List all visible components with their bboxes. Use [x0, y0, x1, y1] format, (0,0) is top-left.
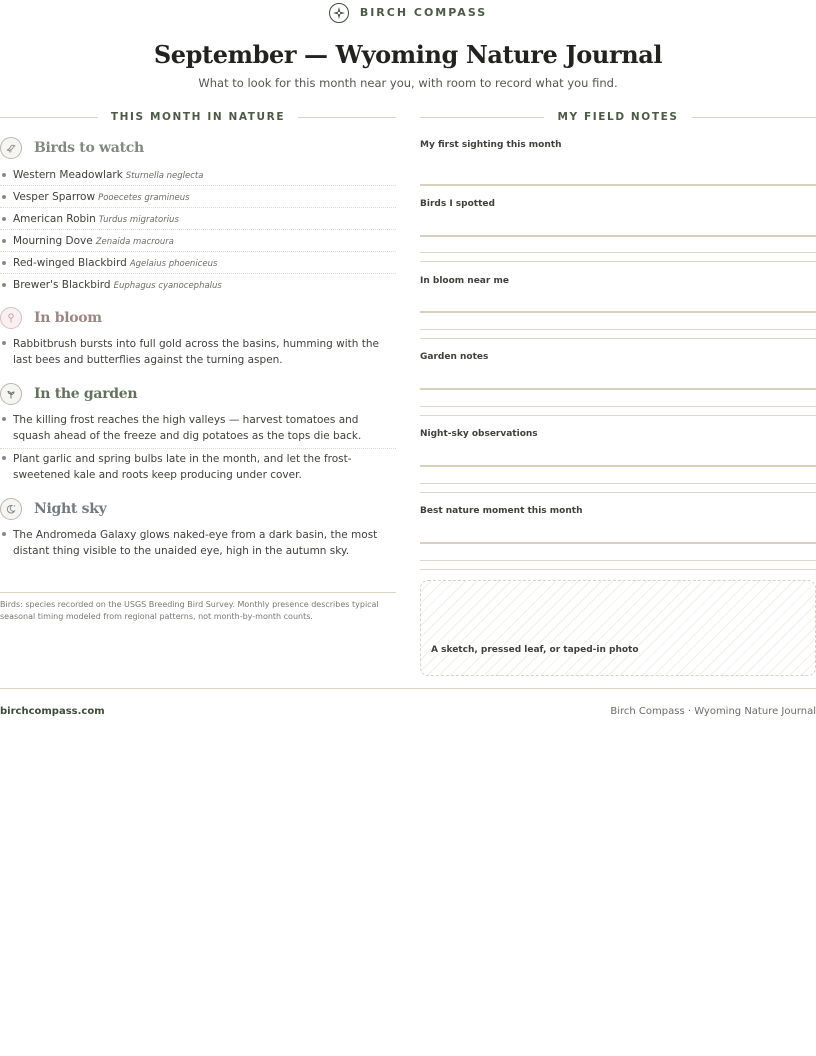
sketch-label: A sketch, pressed leaf, or taped-in photo	[431, 645, 639, 655]
brand-header	[0, 0, 816, 25]
garden-title: In the garden	[34, 386, 138, 402]
birds-title: Birds to watch	[34, 140, 144, 156]
bird-scientific-name: Sturnella neglecta	[125, 171, 204, 181]
page-subtitle: What to look for this month near you, with room to record what you find.	[198, 76, 618, 90]
field-label-night-sky: Night-sky observations	[420, 429, 538, 439]
night-header	[0, 497, 396, 521]
bird-scientific-name: Turdus migratorius	[98, 215, 179, 225]
list-item: The killing frost reaches the high valleys — harvest tomatoes and squash ahead of the freeze and dig potatoes as the tops die back.	[0, 410, 396, 449]
list-item	[0, 208, 396, 230]
night-section	[0, 497, 396, 563]
write-line-night-sky[interactable]	[420, 492, 816, 493]
field-notes-heading	[420, 110, 816, 124]
nature-column	[0, 136, 396, 573]
bloom-header	[0, 306, 396, 330]
write-line-in-bloom[interactable]	[420, 329, 816, 330]
bird-common-name: Brewer's Blackbird	[13, 279, 111, 291]
bird-scientific-name: Agelaius phoeniceus	[129, 259, 218, 269]
write-line-first-sighting[interactable]	[420, 184, 816, 186]
birds-header	[0, 136, 396, 160]
field-label-garden-notes: Garden notes	[420, 352, 489, 362]
write-line-garden-notes[interactable]	[420, 415, 816, 416]
bloom-section	[0, 306, 396, 372]
field-label-birds-spotted: Birds I spotted	[420, 199, 495, 209]
write-line-in-bloom[interactable]	[420, 338, 816, 339]
bird-common-name: Vesper Sparrow	[13, 191, 96, 203]
list-item	[0, 252, 396, 274]
page-footer	[0, 688, 816, 717]
page-title: September — Wyoming Nature Journal	[153, 40, 663, 69]
birds-list	[0, 164, 396, 296]
bird-common-name: Red-winged Blackbird	[13, 257, 127, 269]
sprout-icon	[0, 383, 22, 405]
write-line-birds-spotted[interactable]	[420, 235, 816, 237]
night-title: Night sky	[34, 501, 107, 517]
nature-section-heading	[0, 110, 396, 124]
write-line-night-sky[interactable]	[420, 483, 816, 484]
field-label-in-bloom: In bloom near me	[420, 276, 509, 286]
field-label-first-sighting: My first sighting this month	[420, 140, 562, 150]
bird-common-name: American Robin	[13, 213, 96, 225]
list-item	[0, 164, 396, 186]
heading-rule	[0, 117, 98, 118]
list-item: Plant garlic and spring bulbs late in the month, and let the frost-sweetened kale and roots keep producing under cover.	[0, 449, 396, 487]
heading-rule	[420, 117, 544, 118]
moon-stars-icon	[0, 498, 22, 520]
bird-scientific-name: Zenaida macroura	[95, 237, 174, 247]
list-item: The Andromeda Galaxy glows naked-eye from a dark basin, the most distant thing visible to the unaided eye, high in the autumn sky.	[0, 525, 396, 563]
list-item	[0, 186, 396, 208]
field-label-best-moment: Best nature moment this month	[420, 506, 583, 516]
footer-website-link[interactable]: birchcompass.com	[0, 706, 105, 717]
write-line-birds-spotted[interactable]	[420, 261, 816, 262]
write-line-night-sky[interactable]	[420, 465, 816, 467]
sketch-box[interactable]	[420, 580, 816, 676]
nature-heading-label: THIS MONTH IN NATURE	[110, 111, 286, 123]
write-line-in-bloom[interactable]	[420, 311, 816, 313]
bird-scientific-name: Pooecetes gramineus	[98, 193, 190, 203]
write-line-best-moment[interactable]	[420, 560, 816, 561]
brand-name: BIRCH COMPASS	[359, 6, 488, 19]
flower-icon	[0, 307, 22, 329]
field-notes-heading-label: MY FIELD NOTES	[557, 111, 679, 123]
list-item: Rabbitbrush bursts into full gold across the basins, humming with the last bees and butterflies against the turning aspen.	[0, 334, 396, 372]
write-line-garden-notes[interactable]	[420, 406, 816, 407]
bloom-list	[0, 334, 396, 372]
bird-common-name: Mourning Dove	[13, 235, 93, 247]
bird-scientific-name: Euphagus cyanocephalus	[113, 281, 222, 291]
write-line-best-moment[interactable]	[420, 542, 816, 544]
garden-section	[0, 382, 396, 487]
bloom-title: In bloom	[34, 310, 102, 326]
garden-list	[0, 410, 396, 487]
heading-rule	[298, 117, 396, 118]
source-footnote: Birds: species recorded on the USGS Breeding Bird Survey. Monthly presence describes typical seasonal timing modeled from regional patterns, not month-by-month counts.	[0, 592, 396, 623]
heading-rule	[692, 117, 816, 118]
birds-section	[0, 136, 396, 296]
garden-header	[0, 382, 396, 406]
list-item	[0, 274, 396, 296]
compass-icon	[329, 3, 349, 23]
footer-credit: Birch Compass · Wyoming Nature Journal	[610, 706, 816, 717]
write-line-garden-notes[interactable]	[420, 388, 816, 390]
write-line-birds-spotted[interactable]	[420, 252, 816, 253]
bird-common-name: Western Meadowlark	[13, 169, 123, 181]
list-item	[0, 230, 396, 252]
night-list	[0, 525, 396, 563]
write-line-best-moment[interactable]	[420, 569, 816, 570]
bird-icon	[0, 137, 22, 159]
